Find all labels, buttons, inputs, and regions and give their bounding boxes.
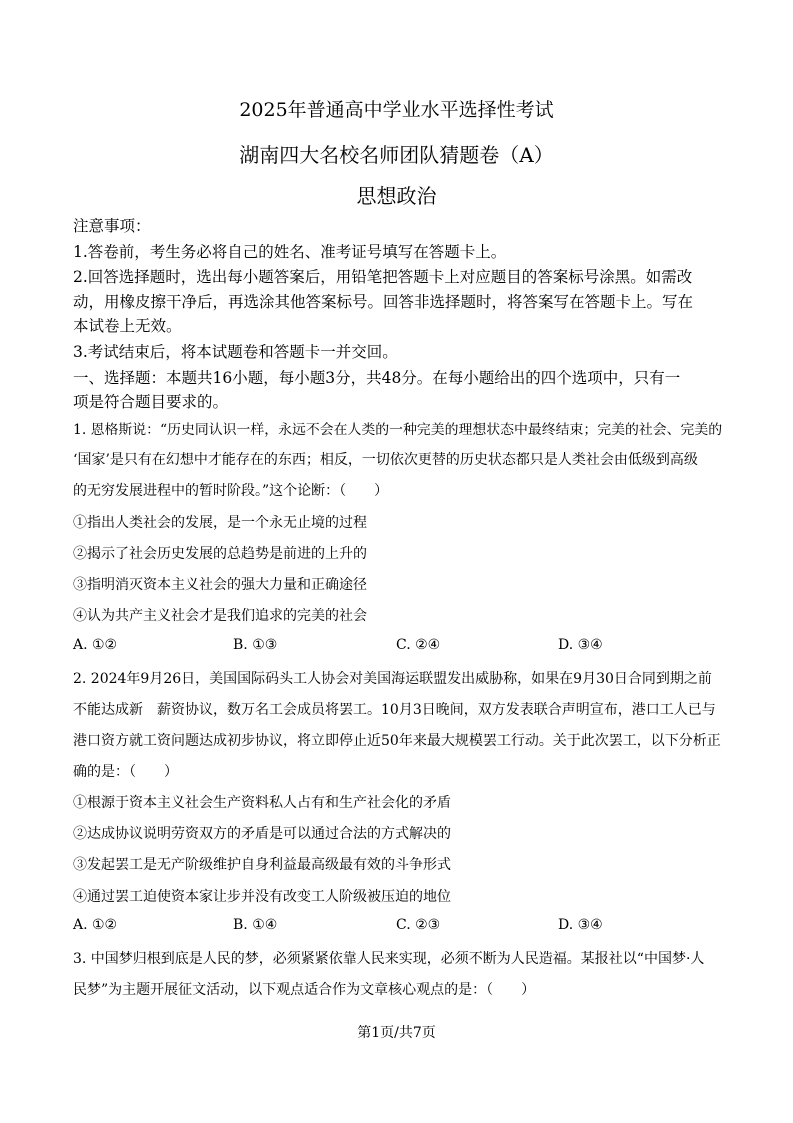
section-heading: 一、选择题：本题共16小题，每小题3分，共48分。在每小题给出的四个选项中，只有一	[73, 369, 681, 387]
question-item: ①根源于资本主义社会生产资料私人占有和生产社会化的矛盾	[73, 795, 451, 811]
notice-line: 3.考试结束后，将本试题卷和答题卡一并交回。	[73, 343, 398, 361]
notice-line: 1.答卷前，考生务必将自己的姓名、准考证号填写在答题卡上。	[73, 243, 507, 261]
option-d: D. ③④	[558, 637, 603, 653]
option-c: C. ②③	[396, 917, 441, 933]
question-stem: 1. 恩格斯说：“历史同认识一样，永远不会在人类的一种完美的理想状态中最终结束；完美的社会、完美的	[73, 422, 723, 438]
question-item: ①指出人类社会的发展，是一个永无止境的过程	[73, 515, 367, 531]
question-stem: 不能达成新 薪资协议，数万名工会成员将罢工。10月3日晚间，双方发表联合声明宣布，港口工人已与	[73, 702, 716, 718]
option-b: B. ①③	[233, 637, 278, 653]
question-stem: 的无穷发展进程中的暂时阶段。”这个论断：（ ）	[73, 483, 389, 499]
question-item: ③发起罢工是无产阶级维护自身利益最高级最有效的斗争形式	[73, 857, 451, 873]
question-stem: 民梦”为主题开展征文活动，以下观点适合作为文章核心观点的是：（ ）	[73, 982, 536, 998]
option-a: A. ①②	[73, 917, 118, 933]
section-heading: 项是符合题目要求的。	[73, 393, 229, 411]
page-number: 第1页/共7页	[357, 1025, 436, 1041]
option-a: A. ①②	[73, 637, 118, 653]
question-item: ②揭示了社会历史发展的总趋势是前进的上升的	[73, 546, 367, 562]
question-stem: ‘国家’是只有在幻想中才能存在的东西；相反，一切依次更替的历史状态都只是人类社会由低级到高级	[73, 452, 698, 468]
question-item: ④通过罢工迫使资本家让步并没有改变工人阶级被压迫的地位	[73, 889, 451, 905]
option-b: B. ①④	[233, 917, 278, 933]
notice-line: 2.回答选择题时，选出每小题答案后，用铅笔把答题卡上对应题目的答案标号涂黑。如需改	[73, 268, 693, 286]
notice-line: 本试卷上无效。	[73, 317, 182, 335]
subject-title: 思想政治	[356, 184, 437, 208]
question-stem: 2. 2024年9月26日，美国国际码头工人协会对美国海运联盟发出威胁称，如果在9月30日合同到期之前	[73, 671, 712, 687]
question-stem: 港口资方就工资问题达成初步协议，将立即停止近50年来最大规模罢工行动。关于此次罢工，以下分析正	[73, 733, 721, 749]
question-stem: 3. 中国梦归根到底是人民的梦，必须紧紧依靠人民来实现，必须不断为人民造福。某报社以“中国梦·人	[73, 951, 705, 967]
paper-title: 湖南四大名校名师团队猜题卷（A）	[239, 143, 554, 167]
option-d: D. ③④	[558, 917, 603, 933]
exam-title: 2025年普通高中学业水平选择性考试	[239, 99, 554, 121]
notice-heading: 注意事项：	[73, 217, 151, 235]
question-item: ③指明消灭资本主义社会的强大力量和正确途径	[73, 577, 367, 593]
notice-line: 动，用橡皮擦干净后，再选涂其他答案标号。回答非选择题时，将答案写在答题卡上。写在	[73, 293, 694, 311]
question-stem: 确的是：（ ）	[73, 764, 178, 780]
question-item: ④认为共产主义社会才是我们追求的完美的社会	[73, 608, 367, 624]
question-item: ②达成协议说明劳资双方的矛盾是可以通过合法的方式解决的	[73, 826, 451, 842]
option-c: C. ②④	[396, 637, 441, 653]
